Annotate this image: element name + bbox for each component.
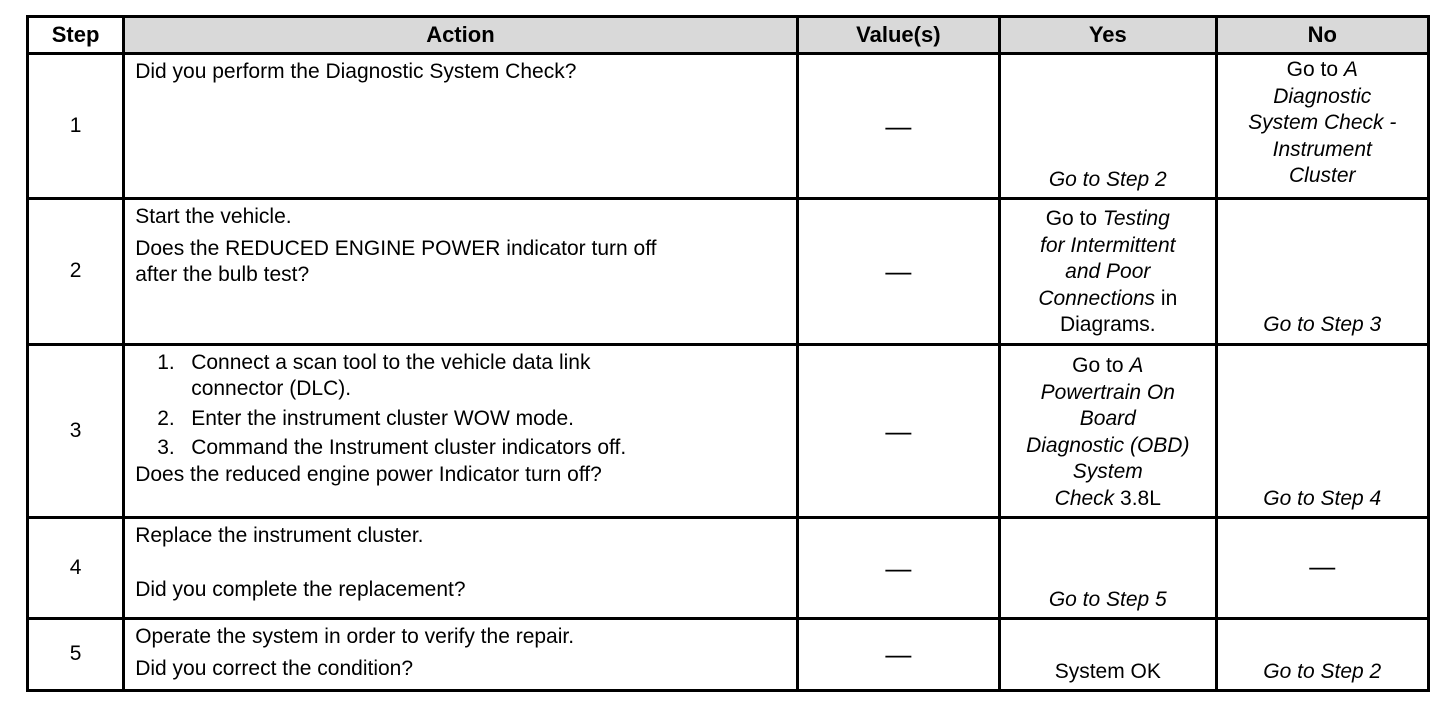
header-no: No [1216,17,1428,54]
action-text: Did you correct the condition? [135,656,414,680]
value-cell: — [797,518,999,619]
step-number: 5 [28,619,124,691]
action-cell [124,518,797,619]
no-line-italic: A [1343,58,1358,81]
yes-line: Board [1079,407,1136,431]
no-link-text: Go to Step 4 [1263,486,1382,510]
diagnostic-table [26,15,1430,692]
action-steps-list [135,350,785,462]
no-cell [1216,54,1428,199]
header-action: Action [124,17,797,54]
action-text: Did you complete the replacement? [135,577,466,601]
yes-line-italic: Check [1054,486,1115,510]
table-row-step-3 [28,344,1429,518]
yes-line [1005,286,1210,313]
yes-line-italic: Testing [1102,207,1170,231]
no-line: Cluster [1288,164,1356,187]
action-step-text: Connect a scan tool to the vehicle data link [191,350,591,374]
no-cell [1216,199,1428,344]
action-text: Does the REDUCED ENGINE POWER indicator turn off [135,236,657,260]
yes-line [1005,206,1210,233]
value-cell: — [797,619,999,691]
no-line: Diagnostic [1273,84,1372,108]
header-step: Step [28,17,124,54]
yes-line-plain: Go to [1045,207,1103,231]
no-cell [1216,344,1428,518]
yes-line: and Poor [1065,260,1151,284]
step-number: 2 [28,199,124,344]
yes-line-plain: Go to [1072,354,1130,378]
yes-line [1005,486,1210,513]
table-row-step-4 [28,518,1429,619]
yes-cell [1000,344,1216,518]
action-step-number: 1. [157,350,175,374]
action-step-text: connector (DLC). [191,377,352,401]
yes-line: Powertrain On [1040,380,1175,404]
action-cell [124,54,797,199]
header-values: Value(s) [797,17,999,54]
yes-cell [1000,54,1216,199]
no-link-text: Go to Step 2 [1263,659,1382,683]
yes-line: Diagrams. [1059,313,1156,337]
yes-cell [1000,199,1216,344]
yes-line-plain: 3.8L [1114,486,1161,510]
yes-line-plain: in [1155,286,1178,310]
action-text: Replace the instrument cluster. [135,524,424,548]
action-step-number: 2. [157,406,175,430]
yes-line: Diagnostic (OBD) [1026,433,1190,457]
table-row-step-1 [28,54,1429,199]
value-cell: — [797,344,999,518]
header-row [28,17,1429,54]
action-text: after the bulb test? [135,263,310,287]
action-step-item [135,435,785,462]
step-number: 4 [28,518,124,619]
header-yes: Yes [1000,17,1216,54]
no-cell: — [1216,518,1428,619]
table-row-step-2 [28,199,1429,344]
action-step-text: Command the Instrument cluster indicators off. [191,436,627,460]
action-cell [124,199,797,344]
action-step-number: 3. [157,436,175,460]
value-cell: — [797,54,999,199]
value-cell: — [797,199,999,344]
no-line: Instrument [1272,137,1372,161]
no-link-text: Go to Step 3 [1263,313,1382,337]
yes-line [1005,353,1210,380]
no-line: System Check - [1248,111,1397,134]
no-line [1222,57,1423,84]
action-cell [124,619,797,691]
action-question: Does the reduced engine power Indicator turn off? [135,462,602,486]
yes-line: for Intermittent [1040,233,1176,257]
yes-cell: System OK [1000,619,1216,691]
yes-line-italic: A [1129,354,1144,378]
no-cell [1216,619,1428,691]
action-step-item [135,350,785,403]
action-cell [124,344,797,518]
action-text: Operate the system in order to verify the repair. [135,625,575,649]
table-row-step-5 [28,619,1429,691]
action-text: Start the vehicle. [135,205,292,229]
yes-cell [1000,518,1216,619]
yes-link-text: Go to Step 5 [1048,587,1167,611]
yes-link-text: Go to Step 2 [1048,167,1167,191]
action-step-item [135,406,785,433]
yes-line: System [1072,460,1143,484]
no-line-plain: Go to [1286,58,1344,81]
yes-line-italic: Connections [1038,286,1156,310]
step-number: 1 [28,54,124,199]
step-number: 3 [28,344,124,518]
action-step-text: Enter the instrument cluster WOW mode. [191,406,574,430]
action-text: Did you perform the Diagnostic System Check? [135,60,577,83]
